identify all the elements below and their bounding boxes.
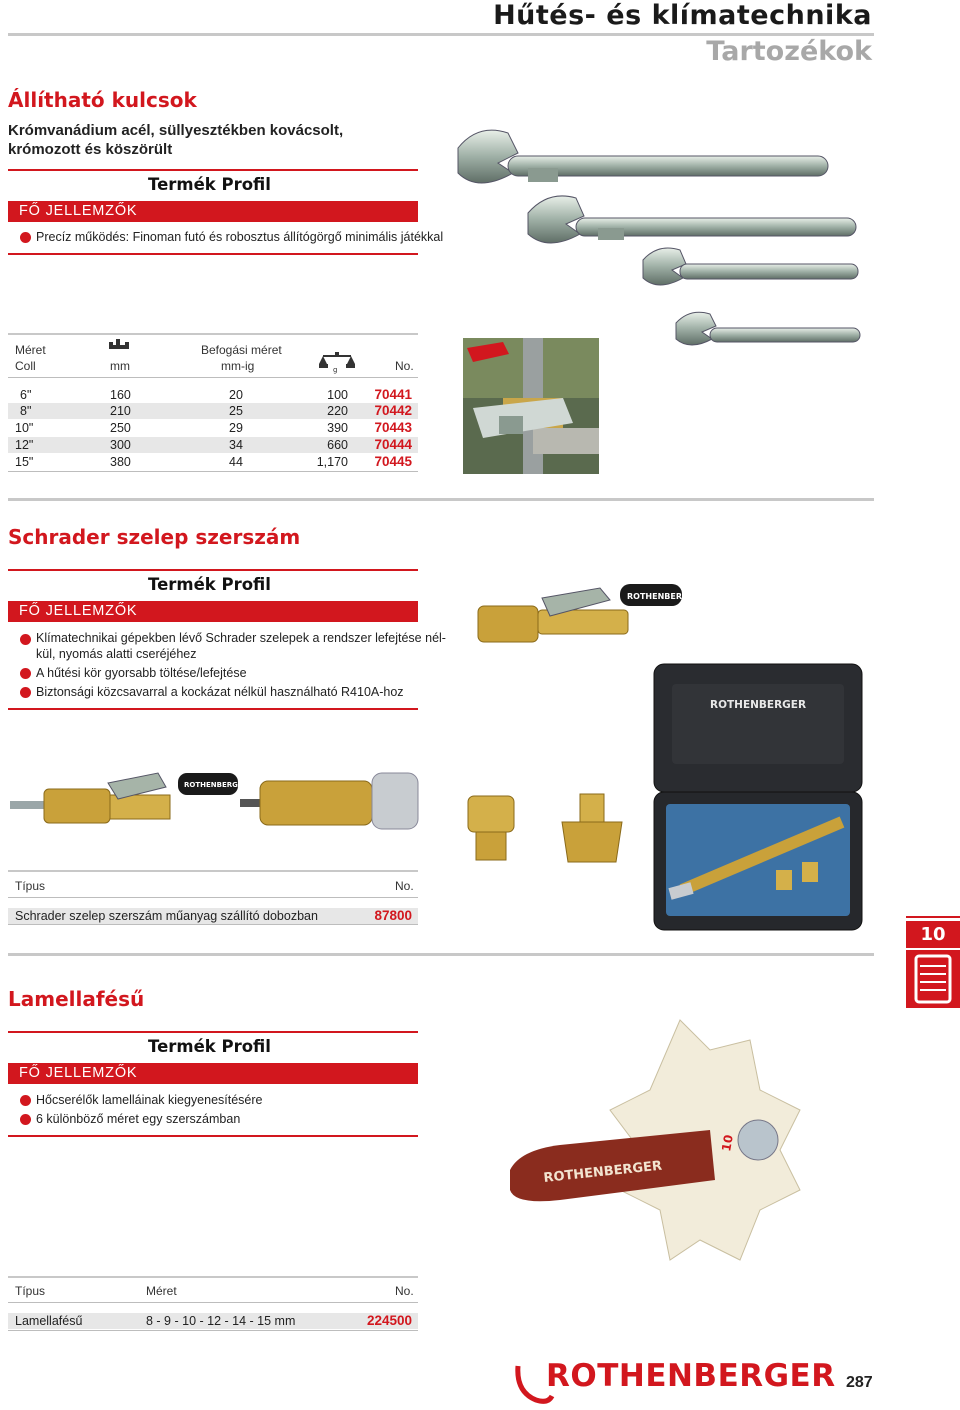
col-header-size: Méret <box>146 1284 177 1298</box>
brand-logo-text: ROTHENBERGER <box>546 1358 836 1394</box>
features-bar: FŐ JELLEMZŐK <box>8 601 418 622</box>
valve-tool-extended-image <box>8 765 423 835</box>
wrench-length-icon <box>108 337 130 353</box>
table-row: 6" 160 20 100 70441 <box>20 387 412 402</box>
profile-top-rule <box>8 1031 418 1033</box>
profile-title: Termék Profil <box>148 575 271 594</box>
feature-item-continued: kül, nyomás alatti cseréjéhez <box>36 647 197 661</box>
col-header-no: No. <box>395 359 414 373</box>
svg-text:g: g <box>333 366 338 374</box>
table-row: 15" 380 44 1,170 70445 <box>15 454 412 469</box>
section-separator <box>8 953 874 956</box>
profile-title: Termék Profil <box>148 175 271 194</box>
feature-item: Biztonsági közcsavarral a kockázat nélkül használható R410A-hoz <box>36 685 404 699</box>
tool-brand-label: ROTHENBERGER <box>627 592 701 601</box>
table-bottom-rule <box>8 471 418 472</box>
tool-brand-label: ROTHENBERGER <box>184 781 249 789</box>
features-bar: FŐ JELLEMZŐK <box>8 201 418 222</box>
section-separator <box>8 498 874 501</box>
profile-top-rule <box>8 569 418 571</box>
table-row: Schrader szelep szerszám műanyag szállító dobozban 87800 <box>8 908 418 924</box>
table-header-rule <box>8 1302 418 1303</box>
table-header-rule <box>8 897 418 898</box>
table-row: 12" 300 34 660 70444 <box>8 437 418 453</box>
case-brand-label: ROTHENBERGER <box>710 699 807 711</box>
table-row: 8" 210 25 220 70442 <box>8 403 418 419</box>
handle-brand-label: ROTHENBERGER <box>542 1158 663 1186</box>
col-header-type: Típus <box>15 879 46 893</box>
table-top-rule <box>8 333 418 335</box>
comb-size-label: 10 <box>719 1133 736 1153</box>
features-bar: FŐ JELLEMZŐK <box>8 1063 418 1084</box>
col-header-type: Típus <box>15 1284 46 1298</box>
wrench-description: Krómvanádium acél, süllyesztékben kovácsolt, krómozott és köszörült <box>8 122 344 158</box>
table-row: Lamellafésű 8 - 9 - 10 - 12 - 14 - 15 mm 224500 <box>8 1313 418 1329</box>
table-top-rule <box>8 1276 418 1278</box>
weight-scale-icon <box>318 350 356 374</box>
page-number: 287 <box>846 1374 873 1391</box>
chapter-tab-number: 10 <box>906 921 960 948</box>
bullet-icon <box>20 232 31 243</box>
feature-item: A hűtési kör gyorsabb töltése/lefejtése <box>36 666 247 680</box>
adjustable-wrenches-image <box>438 118 878 368</box>
profile-title: Termék Profil <box>148 1037 271 1056</box>
profile-bottom-rule <box>8 708 418 710</box>
col-header-no: No. <box>395 879 414 893</box>
bullet-icon <box>20 634 31 645</box>
col-header-no: No. <box>395 1284 414 1298</box>
col-header-coll: Coll <box>15 359 36 373</box>
fin-comb-image <box>500 1010 830 1270</box>
bullet-icon <box>20 1095 31 1106</box>
section-title-fin-comb: Lamellafésű <box>8 987 145 1011</box>
adapter-fittings-image <box>462 790 622 870</box>
table-bottom-rule <box>8 924 418 925</box>
section-title-schrader: Schrader szelep szerszám <box>8 525 301 549</box>
col-header-mm-ig: mm-ig <box>221 359 255 373</box>
col-header-clamp: Befogási méret <box>201 343 282 357</box>
feature-item: Klímatechnikai gépekben lévő Schrader szelepek a rendszer lefejtése nél- <box>36 631 446 645</box>
page-category-title: Hűtés- és klímatechnika <box>493 0 872 31</box>
table-header-rule <box>8 377 418 378</box>
refrigeration-chapter-icon <box>906 950 960 1008</box>
page-category-subtitle: Tartozékok <box>706 36 872 67</box>
col-header-size: Méret <box>15 343 46 357</box>
section-title-wrenches: Állítható kulcsok <box>8 88 197 112</box>
chapter-tab-rule <box>906 916 960 918</box>
feature-item: Precíz működés: Finoman futó és robosztus állítógörgő minimális játékkal <box>36 230 444 244</box>
bullet-icon <box>20 1114 31 1125</box>
feature-item: Hőcserélők lamelláinak kiegyenesítésére <box>36 1093 263 1107</box>
col-header-mm: mm <box>110 359 130 373</box>
table-top-rule <box>8 870 418 872</box>
feature-item: 6 különböző méret egy szerszámban <box>36 1112 241 1126</box>
table-row: 10" 250 29 390 70443 <box>15 420 412 435</box>
valve-tool-image <box>470 578 701 658</box>
profile-bottom-rule <box>8 253 418 255</box>
bullet-icon <box>20 668 31 679</box>
profile-top-rule <box>8 169 418 171</box>
wrench-in-use-photo <box>463 338 599 474</box>
table-bottom-rule <box>8 1330 418 1331</box>
profile-bottom-rule <box>8 1135 418 1137</box>
bullet-icon <box>20 687 31 698</box>
carrying-case-image <box>652 662 864 932</box>
